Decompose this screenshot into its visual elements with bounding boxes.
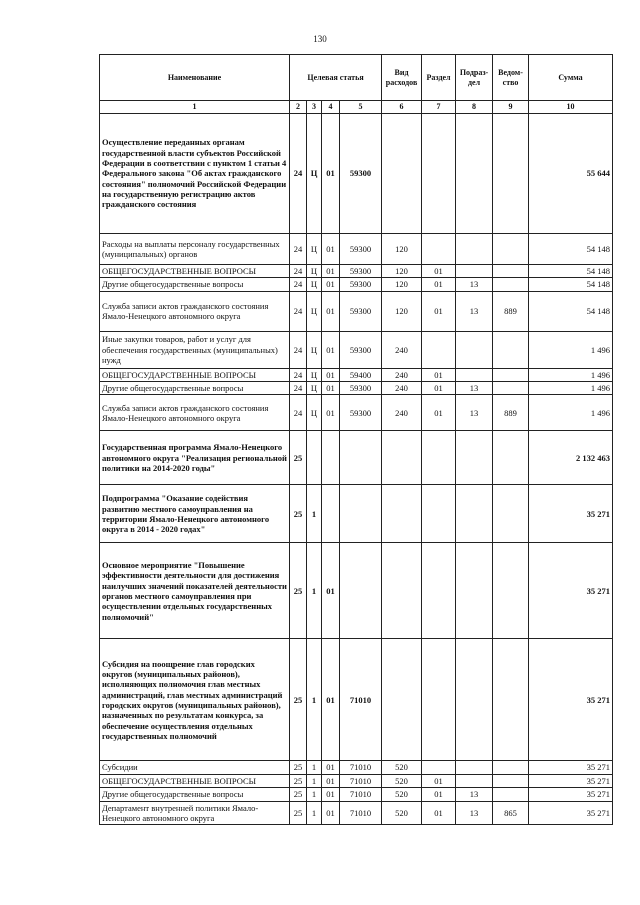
- cell-sum: 35 271: [529, 485, 613, 543]
- cell-subsection: 13: [456, 788, 493, 801]
- table-body: [100, 114, 613, 825]
- cell-target-code: 59300: [340, 331, 382, 368]
- cell-expense-type: 120: [382, 265, 422, 278]
- cell-department: [493, 265, 529, 278]
- table-row: [100, 788, 613, 801]
- cell-subsection: 13: [456, 801, 493, 825]
- cell-target-measure: 01: [322, 395, 340, 431]
- cell-target-measure: 01: [322, 774, 340, 787]
- cell-department: [493, 382, 529, 395]
- cell-sum: 35 271: [529, 543, 613, 639]
- cell-target-program: 24: [290, 395, 307, 431]
- cell-name: Департамент внутренней политики Ямало-Ненецкого автономного округа: [100, 801, 290, 825]
- cell-subsection: [456, 331, 493, 368]
- header-sum: Сумма: [529, 55, 613, 101]
- column-number: 9: [493, 101, 529, 114]
- cell-target-measure: 01: [322, 265, 340, 278]
- cell-department: [493, 278, 529, 291]
- cell-expense-type: 240: [382, 368, 422, 381]
- cell-department: [493, 368, 529, 381]
- cell-department: [493, 114, 529, 234]
- cell-target-code: [340, 543, 382, 639]
- cell-target-program: 24: [290, 291, 307, 331]
- cell-section: [422, 543, 456, 639]
- cell-target-measure: 01: [322, 788, 340, 801]
- cell-target-subprogram: 1: [307, 788, 322, 801]
- cell-subsection: [456, 543, 493, 639]
- cell-department: [493, 331, 529, 368]
- cell-department: [493, 639, 529, 761]
- cell-target-program: 24: [290, 382, 307, 395]
- cell-target-measure: 01: [322, 278, 340, 291]
- column-number: 8: [456, 101, 493, 114]
- cell-target-code: [340, 431, 382, 485]
- cell-expense-type: 520: [382, 801, 422, 825]
- page-number: 130: [313, 34, 327, 44]
- cell-target-program: 25: [290, 639, 307, 761]
- column-number: 7: [422, 101, 456, 114]
- cell-sum: 35 271: [529, 788, 613, 801]
- cell-target-program: 24: [290, 278, 307, 291]
- cell-section: 01: [422, 265, 456, 278]
- cell-sum: 54 148: [529, 234, 613, 265]
- cell-section: [422, 485, 456, 543]
- cell-target-subprogram: 1: [307, 639, 322, 761]
- cell-name: Субсидии: [100, 761, 290, 774]
- header-subsection: Подраз-дел: [456, 55, 493, 101]
- table-row: [100, 774, 613, 787]
- cell-target-measure: [322, 431, 340, 485]
- cell-name: Другие общегосударственные вопросы: [100, 788, 290, 801]
- cell-name: Основное мероприятие "Повышение эффективности деятельности для достижения наилучших значений показателей деятельности органов местного самоуправления при осуществлении отдельных государственных полномочий": [100, 543, 290, 639]
- cell-subsection: 13: [456, 395, 493, 431]
- cell-section: [422, 331, 456, 368]
- cell-section: 01: [422, 395, 456, 431]
- column-number: 1: [100, 101, 290, 114]
- cell-subsection: [456, 234, 493, 265]
- cell-name: Подпрограмма "Оказание содействия развитию местного самоуправления на территории Ямало-Ненецкого автономного округа в 2014 - 2020 годах": [100, 485, 290, 543]
- cell-expense-type: 120: [382, 278, 422, 291]
- cell-expense-type: [382, 543, 422, 639]
- cell-department: [493, 788, 529, 801]
- cell-department: [493, 431, 529, 485]
- column-number: 6: [382, 101, 422, 114]
- table-row: [100, 368, 613, 381]
- cell-expense-type: 120: [382, 234, 422, 265]
- cell-section: [422, 639, 456, 761]
- table-row: [100, 543, 613, 639]
- cell-expense-type: [382, 639, 422, 761]
- cell-target-measure: 01: [322, 114, 340, 234]
- cell-section: [422, 234, 456, 265]
- cell-target-measure: 01: [322, 382, 340, 395]
- cell-target-measure: 01: [322, 331, 340, 368]
- cell-subsection: [456, 774, 493, 787]
- cell-name: Другие общегосударственные вопросы: [100, 278, 290, 291]
- cell-target-subprogram: Ц: [307, 278, 322, 291]
- cell-sum: 35 271: [529, 801, 613, 825]
- cell-target-measure: 01: [322, 801, 340, 825]
- cell-name: Служба записи актов гражданского состояния Ямало-Ненецкого автономного округа: [100, 395, 290, 431]
- cell-target-code: 59400: [340, 368, 382, 381]
- cell-expense-type: 520: [382, 761, 422, 774]
- cell-name: Другие общегосударственные вопросы: [100, 382, 290, 395]
- cell-subsection: 13: [456, 291, 493, 331]
- cell-name: Иные закупки товаров, работ и услуг для обеспечения государственных (муниципальных) нужд: [100, 331, 290, 368]
- column-number: 10: [529, 101, 613, 114]
- column-number-row: [100, 101, 613, 114]
- table-row: [100, 485, 613, 543]
- cell-target-subprogram: Ц: [307, 368, 322, 381]
- cell-section: [422, 761, 456, 774]
- table-row: [100, 801, 613, 825]
- cell-name: Осуществление переданных органам государственной власти субъектов Российской Федерации в соответствии с пунктом 1 статьи 4 Федерального закона "Об актах гражданского состояния" полномочий Российской Федерации на государственную регистрацию актов гражданского состояния: [100, 114, 290, 234]
- cell-sum: 35 271: [529, 774, 613, 787]
- cell-target-subprogram: Ц: [307, 114, 322, 234]
- table-row: [100, 265, 613, 278]
- cell-target-code: 59300: [340, 278, 382, 291]
- cell-target-code: 59300: [340, 234, 382, 265]
- cell-subsection: [456, 265, 493, 278]
- cell-sum: 55 644: [529, 114, 613, 234]
- cell-sum: 54 148: [529, 291, 613, 331]
- cell-expense-type: 520: [382, 774, 422, 787]
- cell-department: 889: [493, 395, 529, 431]
- table-row: [100, 291, 613, 331]
- cell-target-measure: 01: [322, 368, 340, 381]
- cell-sum: 1 496: [529, 382, 613, 395]
- cell-target-program: 25: [290, 761, 307, 774]
- cell-name: Государственная программа Ямало-Ненецкого автономного округа "Реализация региональной политики на 2014-2020 годы": [100, 431, 290, 485]
- cell-expense-type: 240: [382, 395, 422, 431]
- cell-department: 865: [493, 801, 529, 825]
- cell-expense-type: 120: [382, 291, 422, 331]
- cell-expense-type: [382, 114, 422, 234]
- cell-department: [493, 485, 529, 543]
- cell-sum: 1 496: [529, 331, 613, 368]
- header-name: Наименование: [100, 55, 290, 101]
- cell-target-program: 25: [290, 788, 307, 801]
- cell-department: [493, 774, 529, 787]
- cell-subsection: [456, 431, 493, 485]
- table-row: [100, 431, 613, 485]
- cell-sum: 35 271: [529, 639, 613, 761]
- cell-target-code: 59300: [340, 265, 382, 278]
- table-row: [100, 114, 613, 234]
- cell-target-measure: 01: [322, 761, 340, 774]
- cell-target-code: 71010: [340, 761, 382, 774]
- cell-target-program: 25: [290, 801, 307, 825]
- cell-target-program: 24: [290, 331, 307, 368]
- table-row: [100, 278, 613, 291]
- table-row: [100, 761, 613, 774]
- cell-name: ОБЩЕГОСУДАРСТВЕННЫЕ ВОПРОСЫ: [100, 774, 290, 787]
- cell-target-subprogram: Ц: [307, 395, 322, 431]
- column-number: 5: [340, 101, 382, 114]
- cell-section: 01: [422, 291, 456, 331]
- cell-section: 01: [422, 382, 456, 395]
- cell-department: [493, 234, 529, 265]
- cell-target-code: [340, 485, 382, 543]
- cell-target-subprogram: 1: [307, 543, 322, 639]
- cell-sum: 1 496: [529, 368, 613, 381]
- cell-target-subprogram: Ц: [307, 291, 322, 331]
- cell-target-code: 59300: [340, 382, 382, 395]
- cell-target-subprogram: 1: [307, 485, 322, 543]
- cell-section: 01: [422, 801, 456, 825]
- cell-target-measure: 01: [322, 234, 340, 265]
- column-number: 3: [307, 101, 322, 114]
- header-target: Целевая статья: [290, 55, 382, 101]
- cell-expense-type: 240: [382, 331, 422, 368]
- cell-target-code: 71010: [340, 639, 382, 761]
- cell-section: 01: [422, 278, 456, 291]
- cell-target-subprogram: Ц: [307, 234, 322, 265]
- cell-target-program: 25: [290, 431, 307, 485]
- cell-expense-type: [382, 431, 422, 485]
- cell-target-subprogram: 1: [307, 801, 322, 825]
- cell-target-code: 59300: [340, 291, 382, 331]
- header-row: [100, 55, 613, 101]
- table-row: [100, 395, 613, 431]
- cell-name: ОБЩЕГОСУДАРСТВЕННЫЕ ВОПРОСЫ: [100, 265, 290, 278]
- cell-subsection: [456, 368, 493, 381]
- cell-subsection: [456, 114, 493, 234]
- cell-target-program: 24: [290, 368, 307, 381]
- cell-target-program: 25: [290, 485, 307, 543]
- cell-target-measure: [322, 485, 340, 543]
- cell-target-code: 71010: [340, 801, 382, 825]
- cell-target-subprogram: Ц: [307, 382, 322, 395]
- cell-name: Расходы на выплаты персоналу государственных (муниципальных) органов: [100, 234, 290, 265]
- cell-subsection: 13: [456, 278, 493, 291]
- cell-expense-type: 240: [382, 382, 422, 395]
- table-row: [100, 331, 613, 368]
- cell-target-subprogram: Ц: [307, 331, 322, 368]
- header-expense-type: Вид расходов: [382, 55, 422, 101]
- cell-target-subprogram: [307, 431, 322, 485]
- cell-section: 01: [422, 368, 456, 381]
- cell-department: [493, 761, 529, 774]
- cell-target-subprogram: 1: [307, 774, 322, 787]
- cell-section: 01: [422, 774, 456, 787]
- cell-department: [493, 543, 529, 639]
- column-number: 4: [322, 101, 340, 114]
- cell-target-code: 59300: [340, 395, 382, 431]
- cell-target-measure: 01: [322, 639, 340, 761]
- cell-target-program: 25: [290, 543, 307, 639]
- cell-target-program: 24: [290, 234, 307, 265]
- cell-sum: 54 148: [529, 278, 613, 291]
- cell-target-measure: 01: [322, 543, 340, 639]
- cell-target-program: 25: [290, 774, 307, 787]
- budget-table: [99, 54, 613, 825]
- cell-section: [422, 431, 456, 485]
- cell-subsection: [456, 639, 493, 761]
- cell-name: ОБЩЕГОСУДАРСТВЕННЫЕ ВОПРОСЫ: [100, 368, 290, 381]
- cell-expense-type: [382, 485, 422, 543]
- cell-target-program: 24: [290, 114, 307, 234]
- cell-name: Служба записи актов гражданского состояния Ямало-Ненецкого автономного округа: [100, 291, 290, 331]
- cell-subsection: [456, 761, 493, 774]
- header-department: Ведом-ство: [493, 55, 529, 101]
- cell-target-subprogram: Ц: [307, 265, 322, 278]
- column-number: 2: [290, 101, 307, 114]
- table-row: [100, 382, 613, 395]
- cell-subsection: 13: [456, 382, 493, 395]
- cell-sum: 1 496: [529, 395, 613, 431]
- cell-sum: 54 148: [529, 265, 613, 278]
- cell-target-subprogram: 1: [307, 761, 322, 774]
- header-section: Раздел: [422, 55, 456, 101]
- cell-section: 01: [422, 788, 456, 801]
- cell-expense-type: 520: [382, 788, 422, 801]
- cell-department: 889: [493, 291, 529, 331]
- cell-section: [422, 114, 456, 234]
- cell-sum: 35 271: [529, 761, 613, 774]
- cell-target-code: 71010: [340, 788, 382, 801]
- cell-target-program: 24: [290, 265, 307, 278]
- table-row: [100, 639, 613, 761]
- cell-sum: 2 132 463: [529, 431, 613, 485]
- cell-subsection: [456, 485, 493, 543]
- cell-target-code: 59300: [340, 114, 382, 234]
- cell-name: Субсидия на поощрение глав городских округов (муниципальных районов), исполняющих полномочия глав местных администраций, глав местных администраций городских округов (муниципальных районов), назначенных по результатам конкурса, за обеспечение осуществления отдельных государственных полномочий: [100, 639, 290, 761]
- table-row: [100, 234, 613, 265]
- cell-target-measure: 01: [322, 291, 340, 331]
- cell-target-code: 71010: [340, 774, 382, 787]
